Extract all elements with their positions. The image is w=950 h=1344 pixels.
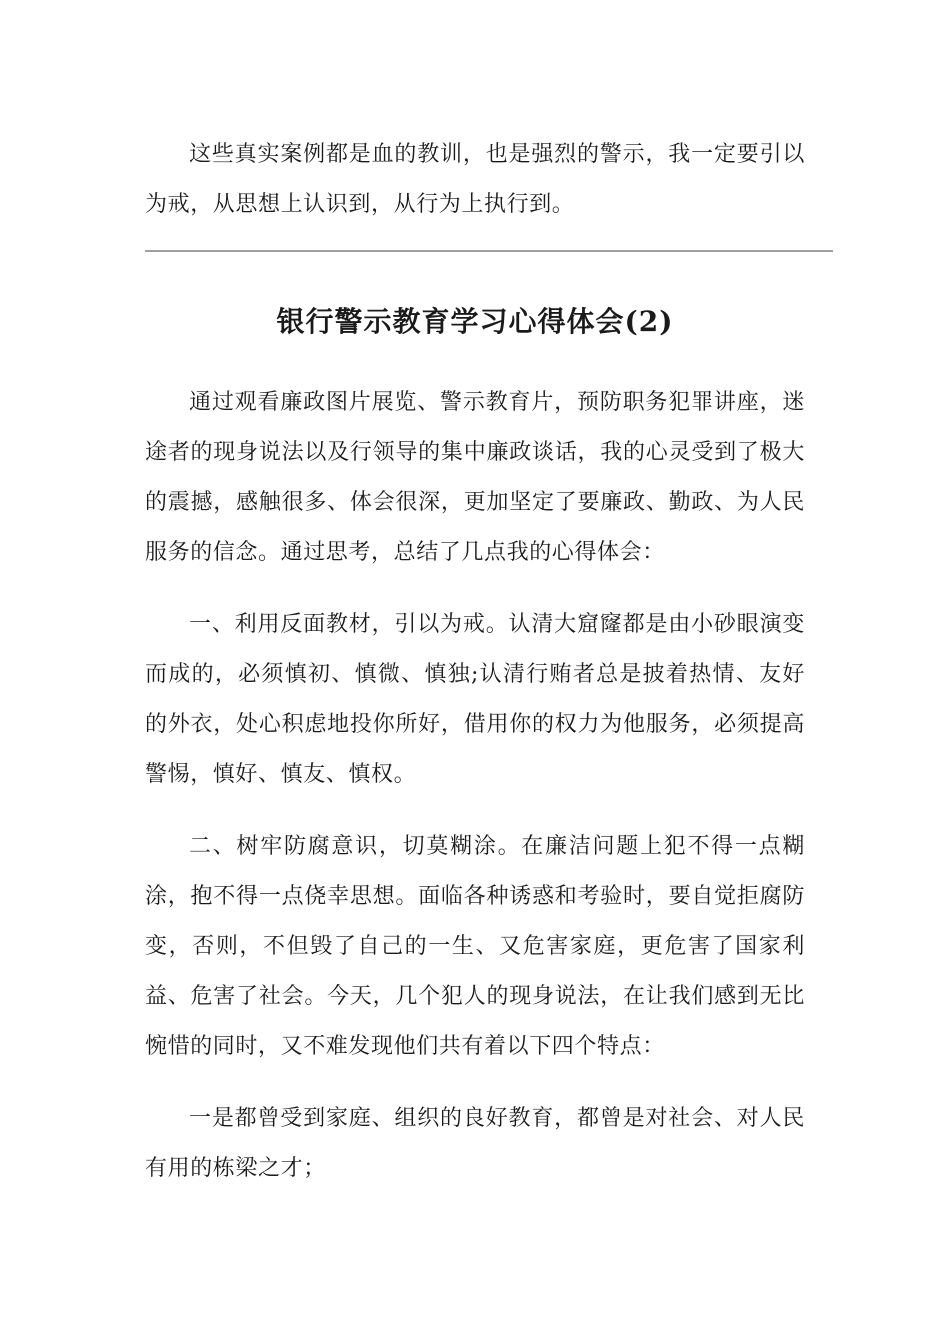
paragraph-gap: [145, 1072, 805, 1094]
document-page: [145, 130, 805, 1194]
section-title: 银行警示教育学习心得体会(2): [276, 305, 674, 338]
body-paragraph-1: 通过观看廉政图片展览、警示教育片，预防职务犯罪讲座，迷途者的现身说法以及行领导的集中廉政谈话，我的心灵受到了极大的震撼，感触很多、体会很深，更加坚定了要廉政、勤政、为人民服务的信念。通过思考，总结了几点我的心得体会：: [145, 390, 805, 565]
paragraph-gap: [145, 578, 805, 600]
body-paragraph-3: 二、树牢防腐意识，切莫糊涂。在廉洁问题上犯不得一点糊涂，抱不得一点侥幸思想。面临各种诱惑和考验时，要自觉拒腐防变，否则，不但毁了自己的一生、又危害家庭，更危害了国家利益、危害了社会。今天，几个犯人的现身说法，在让我们感到无比惋惜的同时，又不难发现他们共有着以下四个特点：: [145, 834, 805, 1059]
section-divider: [145, 250, 833, 252]
body-paragraph-2: 一、利用反面教材，引以为戒。认清大窟窿都是由小砂眼演变而成的，必须慎初、慎微、慎独;认清行贿者总是披着热情、友好的外衣，处心积虑地投你所好，借用你的权力为他服务，必须提高警惕，慎好、慎友、慎权。: [145, 612, 805, 787]
top-paragraph: 这些真实案例都是血的教训，也是强烈的警示，我一定要引以为戒，从思想上认识到，从行为上执行到。: [145, 142, 805, 217]
body-paragraph-4: 一是都曾受到家庭、组织的良好教育，都曾是对社会、对人民有用的栋梁之才；: [145, 1106, 805, 1181]
paragraph-gap: [145, 800, 805, 822]
